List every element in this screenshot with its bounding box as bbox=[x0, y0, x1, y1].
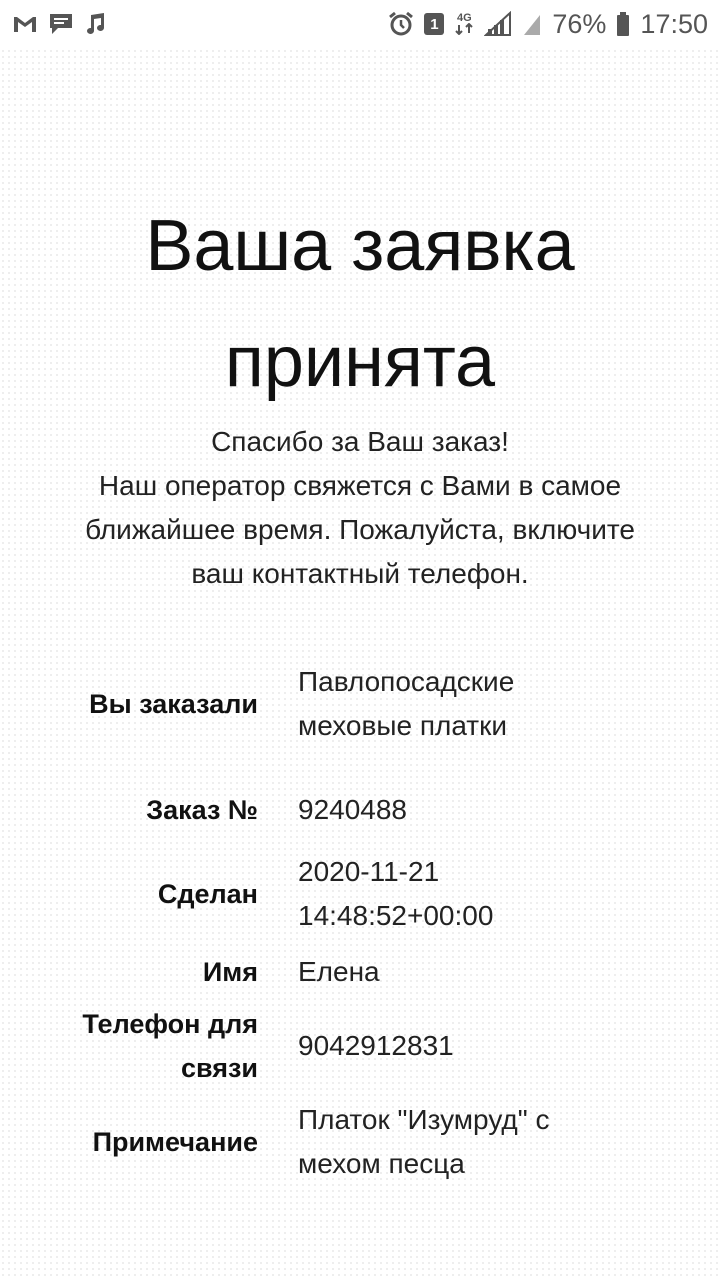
order-row-number bbox=[0, 788, 720, 832]
order-details bbox=[0, 660, 720, 1186]
message-line: ваш контактный телефон. bbox=[191, 558, 529, 589]
sim-badge: 1 bbox=[424, 13, 444, 35]
message-line: Спасибо за Ваш заказ! bbox=[211, 426, 509, 457]
order-value: Платок "Изумруд" с мехом песца bbox=[298, 1104, 550, 1179]
order-label: Вы заказали bbox=[89, 689, 258, 719]
page-title: Ваша заявка принята bbox=[145, 206, 575, 402]
clock-time: 17:50 bbox=[640, 8, 708, 39]
order-label: Примечание bbox=[92, 1127, 258, 1157]
order-row-name bbox=[0, 950, 720, 994]
order-row-created bbox=[0, 850, 720, 938]
order-row-note bbox=[0, 1098, 720, 1186]
order-label: Телефон для связи bbox=[82, 1009, 258, 1083]
order-label: Имя bbox=[202, 957, 258, 987]
order-label: Заказ № bbox=[146, 795, 258, 825]
message-line: Наш оператор свяжется с Вами в самое bbox=[98, 470, 622, 501]
confirmation-message bbox=[50, 420, 670, 596]
battery-icon bbox=[616, 11, 630, 37]
order-row-product bbox=[0, 660, 720, 748]
order-value: 9042912831 bbox=[298, 1030, 454, 1061]
order-value: Елена bbox=[298, 956, 380, 987]
order-label: Сделан bbox=[157, 879, 258, 909]
message-line: ближайшее время. Пожалуйста, включите bbox=[85, 514, 635, 545]
network-type-label: 4G bbox=[457, 12, 472, 24]
order-value: Павлопосадские меховые платки bbox=[298, 666, 515, 741]
order-row-phone bbox=[0, 1002, 720, 1090]
signal-strength-2-icon bbox=[522, 11, 542, 37]
status-bar-right bbox=[388, 9, 708, 40]
main-content bbox=[0, 48, 720, 1280]
signal-strength-icon bbox=[484, 11, 512, 37]
status-bar bbox=[0, 0, 720, 48]
network-type-icon bbox=[454, 13, 474, 35]
order-value: 9240488 bbox=[298, 794, 408, 825]
gmail-icon bbox=[12, 14, 38, 34]
order-value: 2020-11-21 14:48:52+00:00 bbox=[298, 856, 494, 931]
battery-percent: 76% bbox=[552, 8, 607, 39]
music-note-icon bbox=[84, 12, 106, 36]
chat-icon bbox=[48, 12, 74, 36]
status-bar-left bbox=[12, 12, 106, 36]
alarm-clock-icon bbox=[388, 11, 414, 37]
